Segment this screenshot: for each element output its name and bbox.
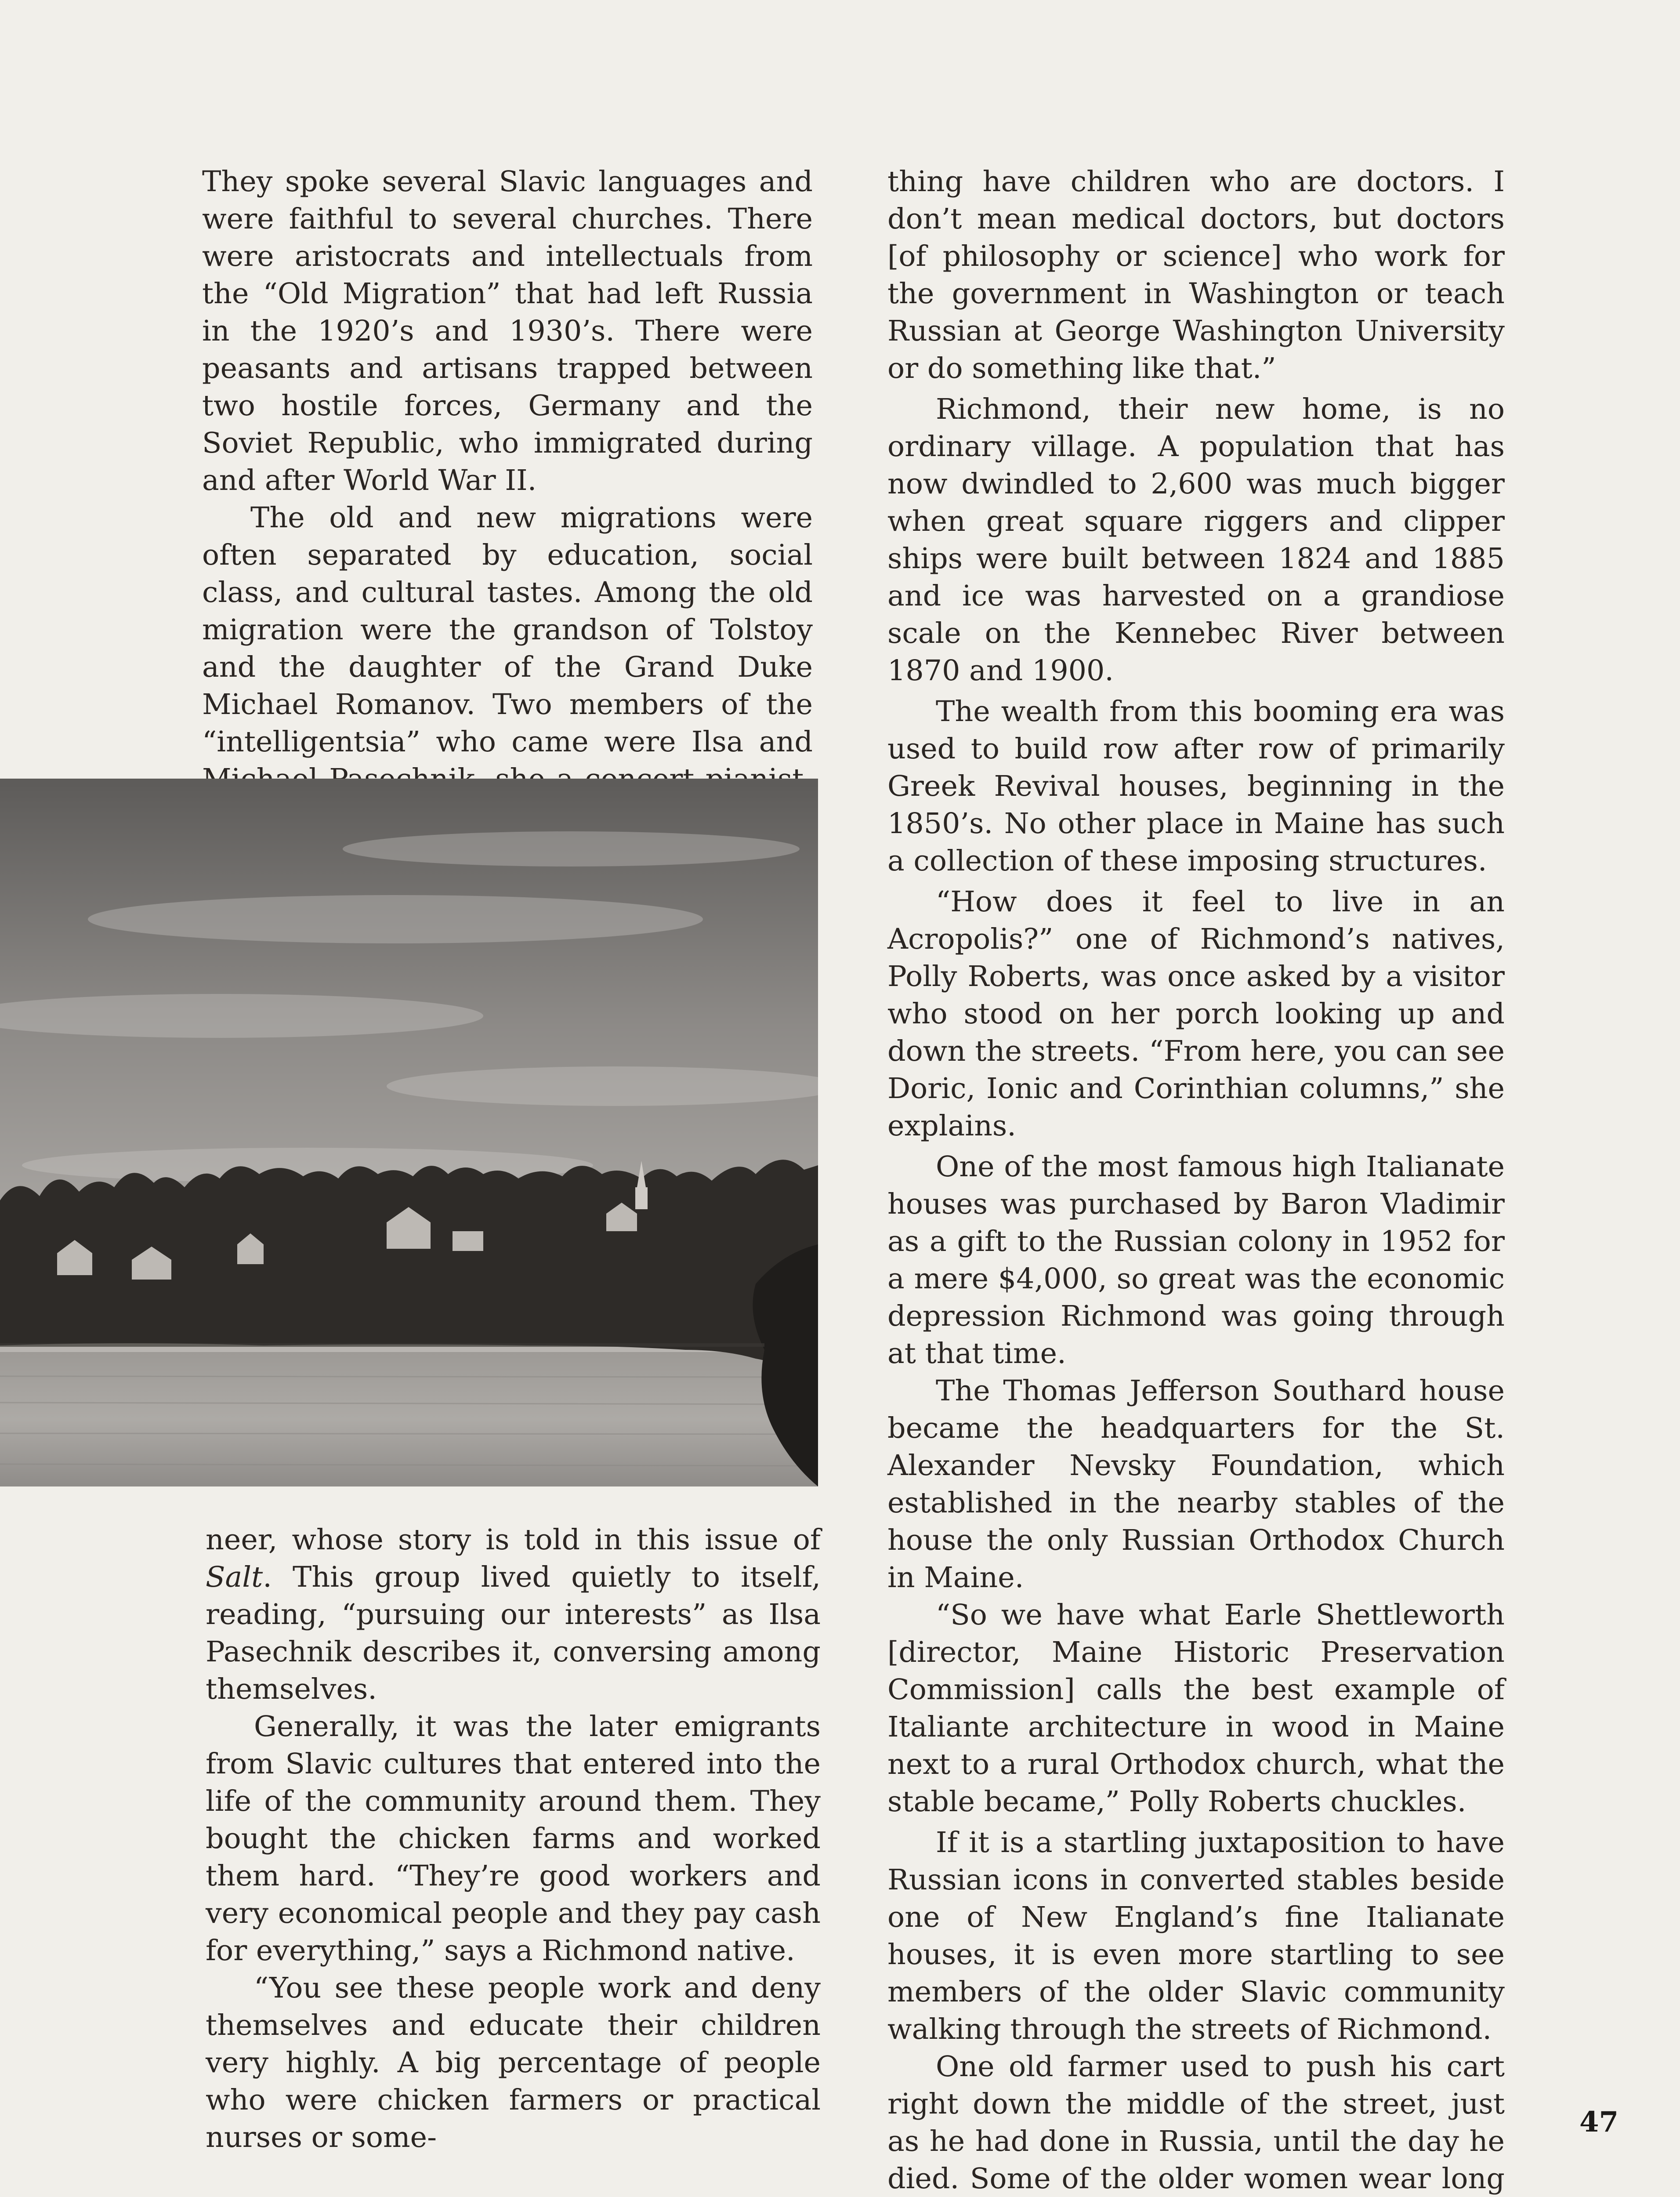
paragraph [206, 1521, 821, 1708]
paragraph: “So we have what Earle Shettleworth [director, Maine Historic Preservation Commission] calls the best example of Italiante architecture in wood in Maine next to a rural Orthodox church, what the stable became,” Polly Roberts chuckles. [887, 1599, 1505, 1818]
paragraph: If it is a startling juxtaposition to have Russian icons in converted stables beside one of New England’s fine Italianate houses, it is even more startling to see members of the older Slavic community walking through the streets of Richmond. [887, 1826, 1505, 2046]
text-run: neer, whose story is told in this issue of [206, 1523, 821, 1556]
paragraph: The wealth from this booming era was used to build row after row of primarily Greek Revival houses, beginning in the 1850’s. No other place in Maine has such a collection of these imposing structures. [887, 695, 1505, 877]
paragraph: The Thomas Jefferson Southard house became the headquarters for the St. Alexander Nevsky Foundation, which established in the nearby stables of the house the only Russian Orthodox Church in Maine. [887, 1374, 1505, 1594]
left-column-bottom [206, 1521, 821, 2156]
page-number: 47 [1579, 2106, 1618, 2139]
paragraph: They spoke several Slavic languages and were faithful to several churches. There were aristocrats and intellectuals from the “Old Migration” that had left Russia in the 1920’s and 1930’s. There were peasants and artisans trapped between two hostile forces, Germany and the Soviet Republic, who immigrated during and after World War II. [202, 165, 813, 497]
left-column-top [202, 163, 813, 835]
paragraph: One old farmer used to push his cart right down the middle of the street, just as he had done in Russia, until the day he died. Some of the older women wear long [887, 2050, 1505, 2195]
paragraph: The old and new migrations were often separated by education, social class, and cultural tastes. Among the old migration were the grandson of Tolstoy and the daughter of the Grand Duke Michael Romanov. Two members of the “intelligentsia” who came were Ilsa and [202, 501, 813, 758]
photo-graphic [0, 779, 818, 1486]
right-column [887, 163, 1505, 2197]
paragraph: thing have children who are doctors. I don’t mean medical doctors, but doctors [of philosophy or science] who work for the government in Washington or teach Russian at George Washington University or do something like that.” [887, 165, 1505, 385]
paragraph: Richmond, their new home, is no ordinary village. A population that has now dwindled to 2,600 was much bigger when great square riggers and clipper ships were built between 1824 and 1885 and ice was harvested on a grandiose scale on the Kennebec River between 1870 and 1900. [887, 393, 1505, 687]
paragraph: One of the most famous high Italianate houses was purchased by Baron Vladimir as a gift to the Russian colony in 1952 for a mere $4,000, so great was the economic depression Richmond was going through at that time. [887, 1150, 1505, 1370]
magazine-title: Salt [206, 1561, 263, 1594]
paragraph: Generally, it was the later emigrants from Slavic cultures that entered into the life of the community around them. They bought the chicken farms and worked them hard. “They’re good workers and very economical people and they pay cash for everything,” says a Richmond native. [206, 1710, 821, 1967]
river-village-photo [0, 779, 818, 1486]
paragraph: “You see these people work and deny themselves and educate their children very highly. A big percentage of people who were chicken farmers or practical nurses or some- [206, 1972, 821, 2154]
paragraph: “How does it feel to live in an Acropolis?” one of Richmond’s natives, Polly Roberts, was once asked by a visitor who stood on her porch looking up and down the streets. “From here, you can see Doric, Ionic and Corinthian columns,” she explains. [887, 885, 1505, 1142]
text-run: . This group lived quietly to itself, reading, “pursuing our interests” as Ilsa Pasechnik describes it, conversing among themselves. [206, 1561, 821, 1706]
